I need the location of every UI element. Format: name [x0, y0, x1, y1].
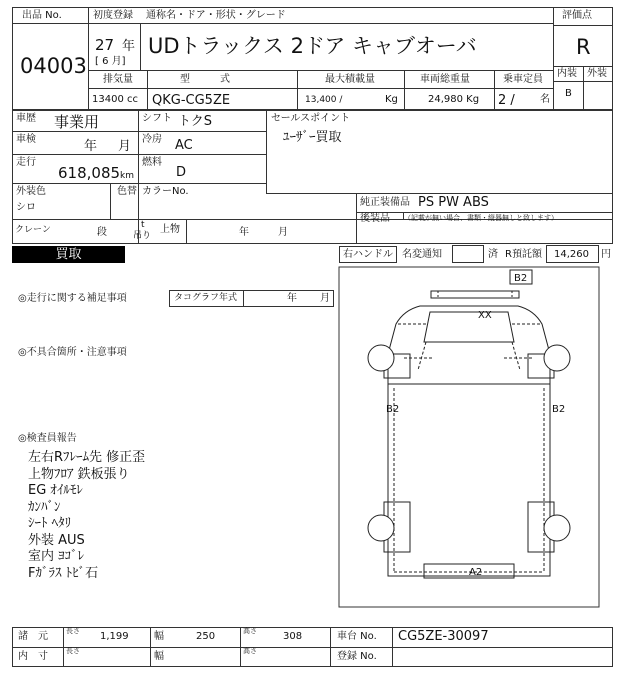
inspection-year: 年	[84, 139, 98, 154]
outer-color-value: シロ	[16, 202, 36, 213]
first-reg-year-unit: 年	[122, 39, 136, 54]
shift-value: トクS	[178, 114, 212, 129]
diagram-frame	[339, 267, 599, 607]
exterior-label: 外装	[587, 68, 607, 79]
inspector-list	[28, 446, 146, 581]
mark-top: B2	[514, 273, 528, 284]
mark-windshield: XX	[478, 310, 492, 321]
height-value: 308	[283, 631, 303, 642]
inspector-line: 上物ﾌﾛｱ 鉄板張り	[28, 466, 130, 482]
inspector-line: 左右Rﾌﾚｰﾑ先 修正歪	[28, 450, 146, 465]
crane-lift: 吊り	[133, 231, 152, 241]
fuel-value: D	[176, 165, 187, 180]
driving-remarks-title: ◎走行に関する補足事項	[18, 293, 127, 304]
purchase-label: 買取	[55, 247, 82, 262]
interior-label: 内装	[557, 68, 577, 79]
inspection-month: 月	[118, 139, 132, 154]
top-year: 年	[239, 227, 249, 238]
ac-value: AC	[175, 138, 193, 153]
ac-label: 冷房	[142, 134, 162, 145]
lot-label: 出品 No.	[22, 10, 62, 21]
history-value: 事業用	[54, 113, 100, 131]
gross-weight-value: 24,980 Kg	[428, 94, 480, 105]
title-notice-box	[452, 245, 484, 263]
defects-title: ◎不具合箇所・注意事項	[18, 347, 127, 358]
capacity-unit: 名	[540, 94, 550, 105]
aftermarket-note: （記載が無い場合、書類・縦器無しと致します）	[404, 214, 558, 222]
mileage-label: 走行	[16, 157, 36, 168]
mark-right: B2	[552, 404, 566, 415]
gross-weight-label: 車両総重量	[420, 74, 470, 85]
inspector-line: 外装 AUS	[28, 532, 85, 548]
displacement-value: 13400 cc	[92, 94, 138, 105]
model-code-value: QKG-CG5ZE	[152, 93, 231, 108]
aftermarket-label: 後装品	[360, 213, 390, 224]
crane-label: クレーン	[15, 225, 51, 235]
width-label: 幅	[154, 631, 164, 642]
color-code-label: 色替	[117, 186, 137, 197]
model-code-label: 型 式	[180, 74, 230, 85]
inspector-line: 室内 ﾖｺﾞﾚ	[28, 549, 85, 564]
top-label: 上物	[160, 224, 180, 235]
history-label: 車歴	[16, 113, 36, 124]
steering-value: 右ハンドル	[343, 249, 393, 260]
model-name: UDトラックス 2ドア キャブオーバ	[148, 34, 477, 58]
displacement-label: 排気量	[103, 74, 133, 85]
tacho-year: 年	[287, 293, 297, 304]
lot-number: 04003	[20, 54, 87, 78]
inspector-line: Fｶﾞﾗｽ ﾄﾋﾞ石	[28, 565, 99, 581]
shift-label: シフト	[142, 113, 172, 124]
mileage-value: 618,085	[58, 164, 121, 182]
grade-value: R	[576, 35, 591, 59]
max-load-unit: Kg	[385, 94, 398, 105]
recycle-label: 済	[488, 249, 498, 260]
grade-label: 評価点	[562, 10, 592, 21]
tacho-label: タコグラフ年式	[174, 293, 238, 303]
reg-label: 登録 No.	[337, 651, 377, 662]
inspector-line: EG ｵｲﾙﾓﾚ	[28, 483, 83, 498]
inner-length-label: 長さ	[66, 647, 80, 655]
chassis-label: 車台 No.	[337, 631, 377, 642]
inner-height-label: 高さ	[243, 647, 257, 655]
inspector-title: ◎検査員報告	[18, 433, 77, 444]
inspector-line: ｶﾝﾊﾞﾝ	[28, 499, 61, 515]
tacho-month: 月	[320, 293, 330, 304]
truck-damage-diagram	[338, 266, 600, 608]
length-label: 長さ	[66, 627, 80, 635]
inner-width-label: 幅	[154, 651, 164, 662]
length-value: 1,199	[100, 631, 129, 642]
crane-t: t	[141, 220, 145, 230]
max-load-label: 最大積載量	[325, 74, 375, 85]
specs-label: 諸 元	[18, 631, 48, 642]
mark-rear: A2	[469, 567, 483, 578]
mileage-unit: km	[120, 171, 134, 181]
capacity-label: 乗車定員	[503, 74, 543, 85]
outer-color-label: 外装色	[16, 186, 46, 197]
recycle-deposit-label: R預託額	[505, 249, 542, 260]
max-load-value: 13,400 /	[305, 95, 343, 105]
recycle-deposit-value: 14,260	[554, 249, 589, 260]
sales-point-value: ﾕｰｻﾞｰ買取	[283, 130, 342, 145]
recycle-unit: 円	[601, 249, 611, 260]
top-month: 月	[278, 227, 288, 238]
inner-label: 内 寸	[18, 651, 48, 662]
height-label: 高さ	[243, 627, 257, 635]
first-reg-label: 初度登録	[93, 10, 133, 21]
width-value: 250	[196, 631, 216, 642]
interior-value: B	[565, 88, 572, 99]
chassis-value: CG5ZE-30097	[398, 629, 489, 644]
fuel-label: 燃料	[142, 157, 162, 168]
first-reg-year: 27	[95, 36, 115, 54]
crane-stage: 段	[97, 227, 107, 238]
first-reg-month: [ 6 月]	[95, 56, 126, 67]
purchase-bar	[12, 246, 125, 263]
model-label: 通称名・ドア・形状・グレード	[146, 10, 286, 21]
title-notice-label: 名変通知	[402, 249, 442, 260]
mark-left: B2	[386, 404, 400, 415]
inspector-line: ｼｰﾄ ﾍﾀﾘ	[28, 516, 72, 531]
capacity-value: 2 /	[498, 93, 515, 108]
color-no-label: カラーNo.	[142, 186, 189, 197]
inspection-label: 車検	[16, 134, 36, 145]
sales-point-label: セールスポイント	[271, 113, 351, 124]
equipment-value: PS PW ABS	[418, 195, 489, 210]
equipment-label: 純正装備品	[360, 197, 410, 208]
